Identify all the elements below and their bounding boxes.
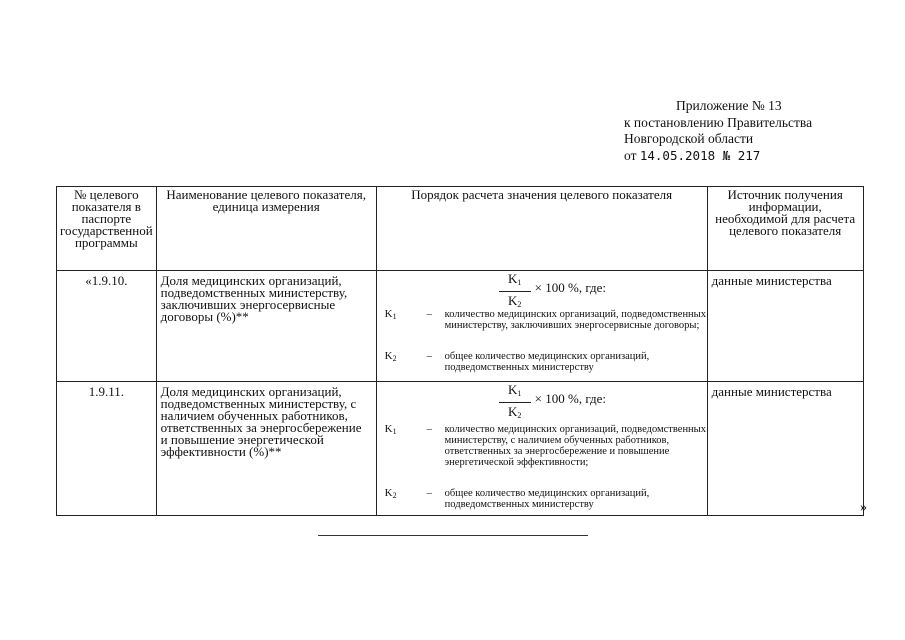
row-source: данные министерства — [707, 382, 863, 516]
fraction: $\frac{K_1}{K_2}$ — [499, 273, 531, 311]
row-name: Доля медицинских организаций, подведомственных министерству, заключивших энергосервисные договоры (%)** — [156, 271, 376, 382]
formula-tail: × 100 %, где: — [534, 391, 607, 406]
closing-quote: » — [860, 500, 867, 515]
separator-line — [318, 535, 588, 536]
date-value: 14.05.2018 № 217 — [639, 147, 761, 163]
header-source: Источник получения информации, необходимой для расчета целевого показателя — [707, 187, 863, 271]
appendix-header — [624, 98, 894, 164]
row-number: 1.9.11. — [57, 382, 157, 516]
fraction: $\frac{K_1}{K_2}$ — [499, 384, 531, 422]
appendix-region: Новгородской области — [624, 131, 754, 146]
row-formula: $\frac{K_1}{K_2}$ × 100 %, где: $K_1$ – количество медицинских организаций, подведомственных министерству, заключивших энергосервисные договоры; $K_2$ – общее количество медицинских организаций, подведомственных министерству — [376, 271, 707, 382]
appendix-date-line — [624, 148, 894, 165]
header-number: № целевого показателя в паспорте государственной программы — [57, 187, 157, 271]
date-prefix: от — [624, 147, 637, 163]
table-header-row — [57, 187, 864, 271]
indicators-table — [56, 186, 864, 516]
row-name: Доля медицинских организаций, подведомственных министерству, с наличием обученных работников, ответственных за энергосбережение и повышение энергетической эффективности (%)** — [156, 382, 376, 516]
row-formula: $\frac{K_1}{K_2}$ × 100 %, где: $K_1$ – количество медицинских организаций, подведомственных министерству, с наличием обученных работников, ответственных за энергосбережение и повышение энергетической эффективности; $K_2$ – общее количество медицинских организаций, подведомственных министерству — [376, 382, 707, 516]
table-row — [57, 382, 864, 516]
appendix-resolution: к постановлению Правительства — [624, 114, 813, 130]
formula-tail: × 100 %, где: — [534, 280, 607, 295]
row-source: данные министерства — [707, 271, 863, 382]
header-name: Наименование целевого показателя, единица измерения — [156, 187, 376, 271]
table-row — [57, 271, 864, 382]
header-calculation: Порядок расчета значения целевого показателя — [376, 187, 707, 271]
row-number: «1.9.10. — [57, 271, 157, 382]
appendix-title: Приложение № 13 — [676, 98, 782, 113]
